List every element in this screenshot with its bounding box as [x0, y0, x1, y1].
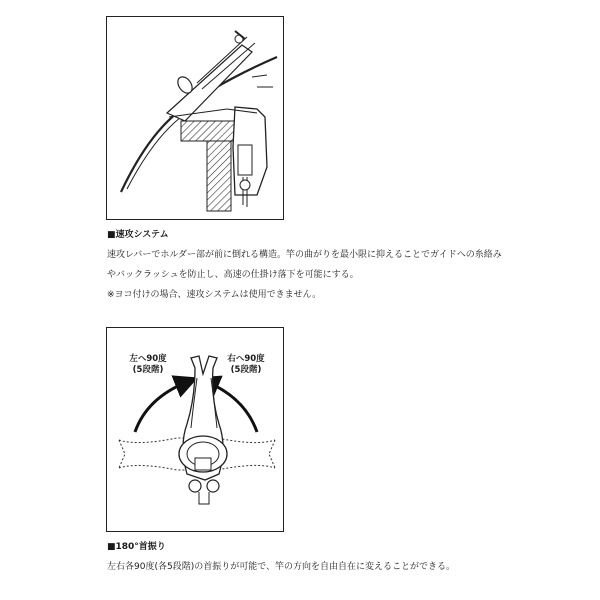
left-rotation-degrees: 左へ90度	[129, 354, 167, 364]
right-rotation-label	[211, 354, 281, 376]
left-rotation-label	[113, 354, 183, 376]
section1-title: ■速攻システム	[107, 230, 169, 240]
left-rotation-steps: (5段階)	[132, 365, 164, 375]
section2-title: ■180°首振り	[107, 542, 166, 552]
right-rotation-degrees: 右へ90度	[227, 354, 265, 364]
section1-line-3: ※ヨコ付けの場合、速攻システムは使用できません。	[107, 290, 322, 300]
section2-line-1: 左右各90度(各5段階)の首振りが可能で、竿の方向を自由自在に変えることができる。	[107, 562, 456, 572]
quick-system-figure	[106, 16, 284, 220]
section1-line-1: 速攻レバーでホルダー部が前に倒れる構造。竿の曲がりを最小限に抑えることでガイドへの糸絡み	[107, 250, 502, 260]
rod-holder-illustration	[107, 17, 285, 221]
section1-line-2: やバックラッシュを防止し、高速の仕掛け落下を可能にする。	[107, 270, 359, 280]
swivel-figure	[106, 327, 284, 532]
right-rotation-steps: (5段階)	[230, 365, 262, 375]
